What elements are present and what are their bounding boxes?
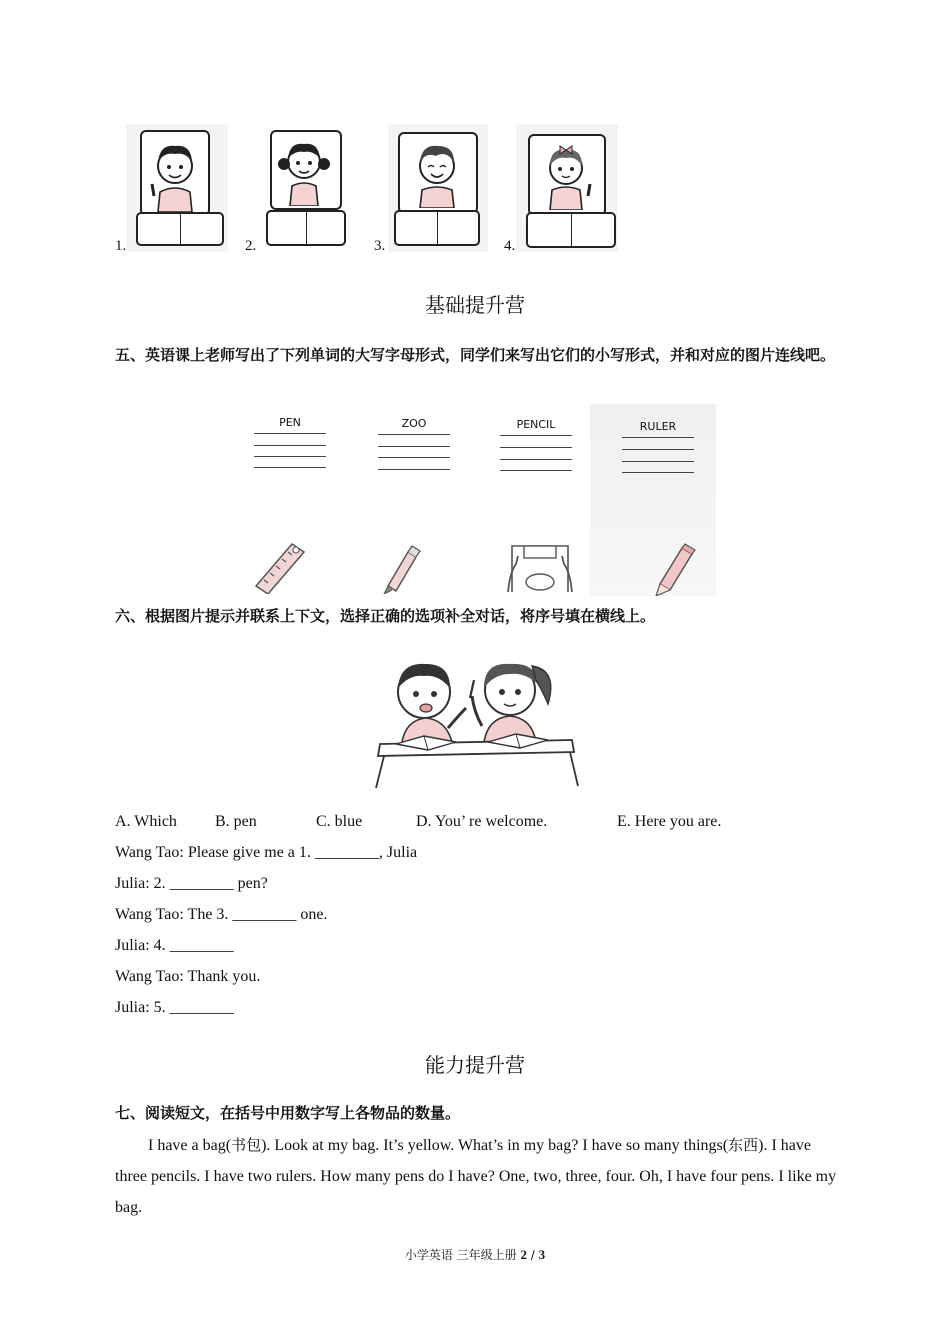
pencil-icon	[650, 542, 698, 596]
word-pencil: PENCIL	[516, 418, 556, 431]
portrait-number: 2.	[245, 238, 257, 254]
section-title-ability: 能力提升营	[425, 1053, 525, 1077]
portrait-boy-smiling	[388, 124, 488, 252]
boy-waving-icon	[144, 136, 206, 212]
option-c: C. blue	[316, 813, 363, 830]
boy-smiling-icon	[402, 136, 472, 208]
dialogue-line: Julia: 4. ________	[115, 937, 234, 954]
passage-part: ). I have three pencils. I have two rulers. How many pens do I have? One, two, three, four. Oh, I have four pens. I like my bag.	[115, 1137, 837, 1216]
page-total: 3	[538, 1247, 546, 1262]
dialogue-line: Wang Tao: Please give me a 1. ________, Julia	[115, 844, 418, 861]
children-at-desk-illustration	[372, 650, 582, 794]
page-separator: /	[530, 1248, 535, 1262]
word-ruler: RULER	[639, 420, 677, 433]
portrait-girl-bow	[516, 124, 618, 252]
footer-text: 小学英语 三年级上册	[404, 1248, 517, 1262]
dialogue-line: Wang Tao: The 3. ________ one.	[115, 906, 328, 923]
reading-passage	[115, 1130, 837, 1223]
option-d: D. You’ re welcome.	[416, 813, 548, 830]
option-a: A. Which	[115, 813, 177, 830]
section-title-basic: 基础提升营	[425, 293, 525, 317]
portrait-boy-curly	[126, 124, 228, 252]
option-b: B. pen	[215, 813, 257, 830]
ruler-icon	[252, 538, 308, 594]
portrait-number: 1.	[115, 238, 127, 254]
passage-gloss: 东西	[728, 1136, 759, 1154]
word-pen: PEN	[279, 416, 301, 429]
question-5-instruction: 五、英语课上老师写出了下列单词的大写字母形式，同学们来写出它们的小写形式，并和对应的图片连线吧。	[115, 346, 836, 364]
portrait-number: 4.	[504, 238, 516, 254]
option-e: E. Here you are.	[617, 813, 722, 830]
dialogue-line: Julia: 2. ________ pen?	[115, 875, 268, 892]
passage-part: I have a bag(	[148, 1137, 232, 1154]
portrait-number: 3.	[374, 238, 386, 254]
dialogue-line: Julia: 5. ________	[115, 999, 234, 1016]
passage-part: ). Look at my bag. It’s yellow. What’s in my bag? I have so many things(	[261, 1137, 729, 1154]
girl-pigtails-icon	[272, 134, 336, 206]
question-7-instruction: 七、阅读短文，在括号中用数字写上各物品的数量。	[115, 1104, 461, 1122]
passage-gloss: 书包	[231, 1136, 262, 1154]
girl-bow-icon	[532, 138, 600, 210]
zoo-icon	[502, 538, 578, 594]
portrait-girl-pigtails	[262, 124, 346, 252]
dialogue-line: Wang Tao: Thank you.	[115, 968, 261, 985]
page-number: 2	[520, 1247, 527, 1262]
pen-icon	[378, 542, 422, 594]
page-footer	[0, 1246, 950, 1263]
word-zoo: ZOO	[401, 417, 427, 430]
question-6-instruction: 六、根据图片提示并联系上下文，选择正确的选项补全对话，将序号填在横线上。	[115, 607, 656, 625]
word-match-panel	[250, 404, 716, 596]
